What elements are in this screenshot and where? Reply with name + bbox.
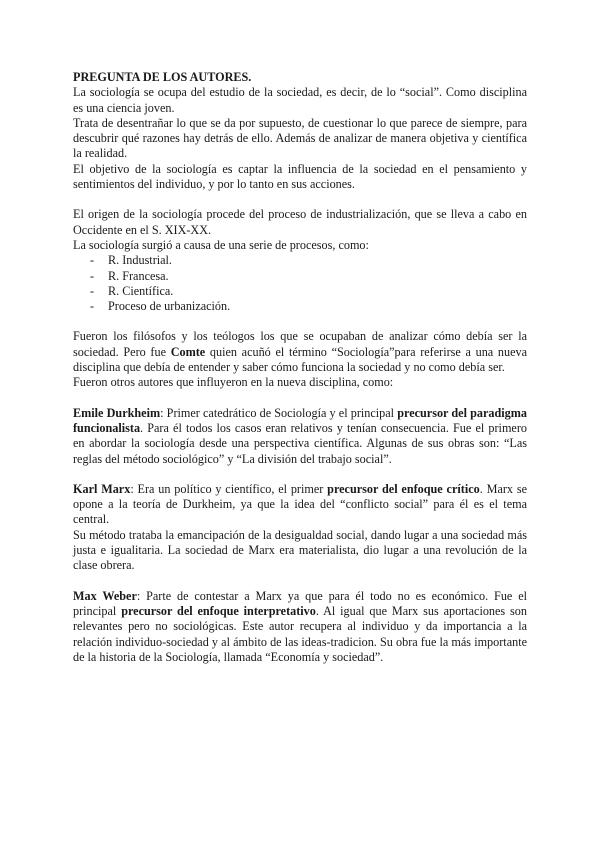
marx-paragraph-2: Su método trataba la emancipación de la desigualdad social, dando lugar a una sociedad más justa e igualitaria. La sociedad de Marx era materialista, dio lugar a una revolución de la clase obrera. — [73, 527, 527, 573]
origin-paragraph-2: La sociología surgió a causa de una serie de procesos, como: — [73, 237, 369, 252]
list-item: - R. Científica. — [73, 284, 527, 299]
list-item: - Proceso de urbanización. — [73, 299, 527, 314]
durkheim-name: Emile Durkheim — [73, 405, 161, 420]
intro-paragraph-2: Trata de desentrañar lo que se da por supuesto, de cuestionar lo que parece de siempre, para descubrir qué razones hay detrás de ello. Además de analizar de manera objetiva y científica la realidad. — [73, 115, 527, 161]
marx-paragraph: Karl Marx: Era un político y científico, el primer precursor del enfoque crítico. Marx se opone a la teoría de Durkheim, ya que la idea del “conflicto social” para él es el tema central. — [73, 481, 527, 527]
list-item: - R. Industrial. — [73, 253, 527, 268]
document-title: PREGUNTA DE LOS AUTORES. — [73, 70, 252, 84]
process-list — [73, 253, 527, 314]
comte-name: Comte — [170, 344, 206, 359]
marx-name: Karl Marx — [73, 481, 131, 496]
intro-paragraph-3: El objetivo de la sociología es captar la influencia de la sociedad en el pensamiento y sentimientos del individuo, y por lo tanto en sus acciones. — [73, 161, 527, 192]
list-item: - R. Francesa. — [73, 269, 527, 284]
comte-paragraph: Fueron los filósofos y los teólogos los que se ocupaban de analizar cómo debía ser la sociedad. Pero fue Comte quien acuñó el término “Sociología”para referirse a una nueva disciplina que debía de entender y saber cómo funciona la sociedad y no como debía ser. — [73, 329, 527, 375]
origin-paragraph-1: El origen de la sociología procede del proceso de industrialización, que se lleva a cabo en Occidente en el S. XIX-XX. — [73, 207, 527, 237]
intro-paragraph-1: La sociología se ocupa del estudio de la sociedad, es decir, de lo “social”. Como disciplina es una ciencia joven. — [73, 85, 527, 115]
document-page — [73, 70, 527, 665]
durkheim-paragraph: Emile Durkheim: Primer catedrático de Sociología y el principal precursor del paradigma funcionalista. Para él todos los casos eran relativos y tenían consecuencia. Fue el primero en abordar la sociología desde una perspectiva científica. Algunas de sus obras son: “Las reglas del método sociológico” y “La división del trabajo social”. — [73, 405, 527, 466]
weber-paragraph: Max Weber: Parte de contestar a Marx ya que para él todo no es económico. Fue el principal precursor del enfoque interpretativo. Al igual que Marx sus aportaciones son relevantes pero no sociológicas. Este autor recupera al individuo y da importancia a la relación individuo-sociedad y al ámbito de las ideas-tradicion. Su obra fue la más importante de la historia de la Sociología, llamada “Economía y sociedad”. — [73, 588, 527, 664]
authors-intro: Fueron otros autores que influyeron en la nueva disciplina, como: — [73, 375, 394, 390]
weber-name: Max Weber — [73, 588, 137, 603]
